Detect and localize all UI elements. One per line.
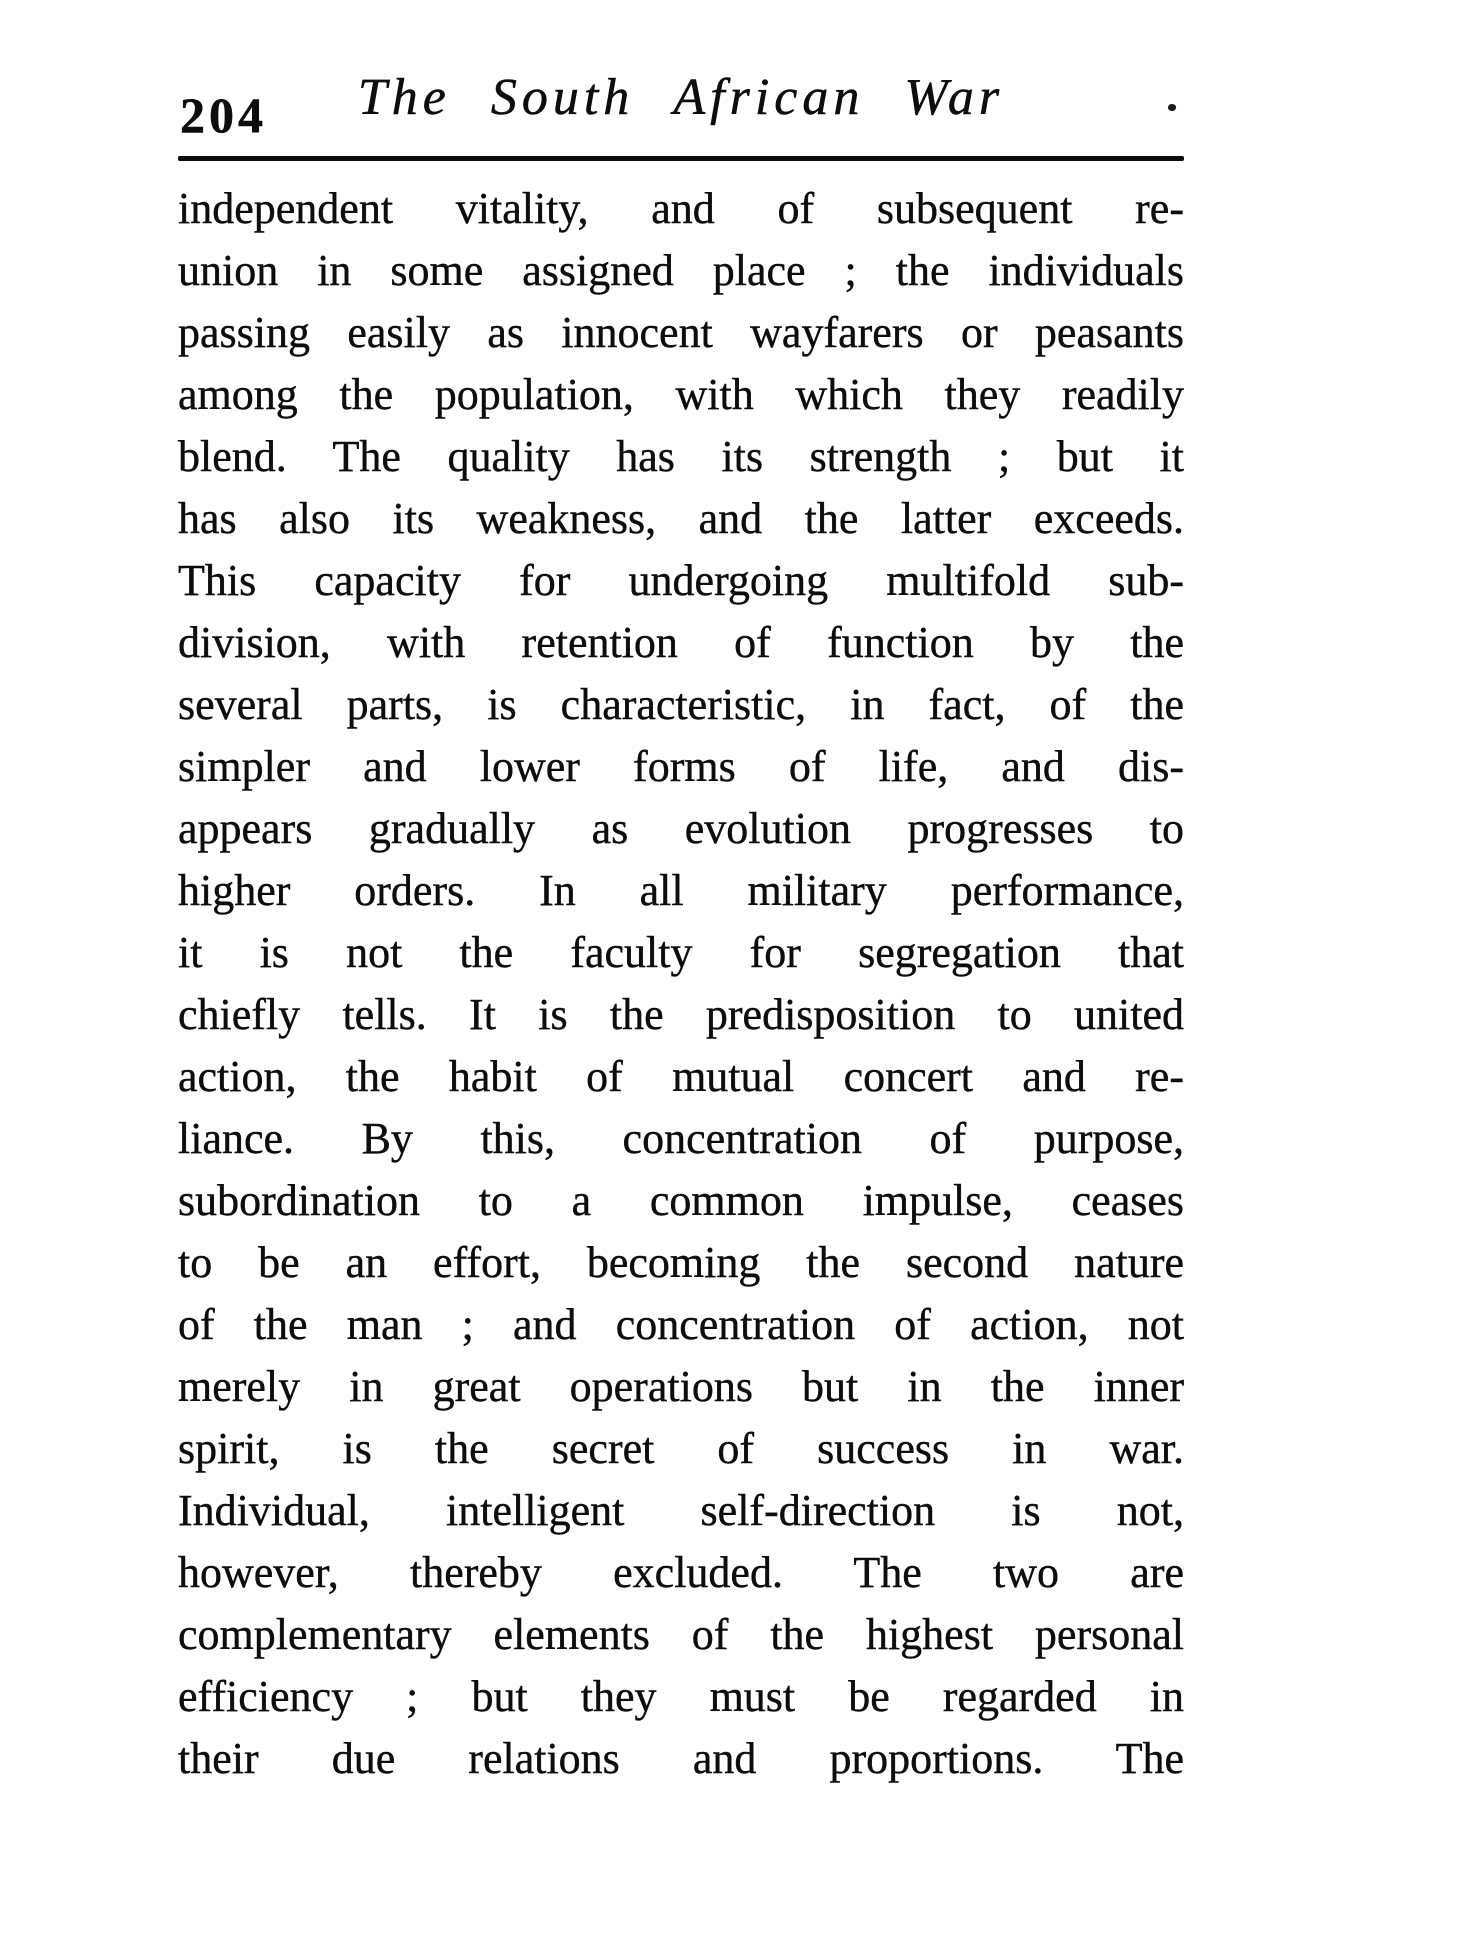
- text-line: higher orders. In all military performance,: [178, 866, 1184, 915]
- text-line: appears gradually as evolution progresses to: [178, 804, 1184, 853]
- page-body: [178, 178, 1184, 1790]
- text-line: liance. By this, concentration of purpose,: [178, 1114, 1184, 1163]
- text-line: merely in great operations but in the inner: [178, 1362, 1184, 1411]
- text-line: blend. The quality has its strength ; but it: [178, 432, 1184, 481]
- text-line: has also its weakness, and the latter exceeds.: [178, 494, 1184, 543]
- running-title: The South African War: [357, 69, 1005, 126]
- text-line: division, with retention of function by the: [178, 618, 1184, 667]
- text-line: chiefly tells. It is the predisposition to united: [178, 990, 1184, 1039]
- text-line: passing easily as innocent wayfarers or peasants: [178, 308, 1184, 357]
- text-line: Individual, intelligent self-direction is not,: [178, 1486, 1184, 1535]
- page-number: 204: [180, 87, 267, 143]
- text-line: spirit, is the secret of success in war.: [178, 1424, 1184, 1473]
- text-line: complementary elements of the highest personal: [178, 1610, 1184, 1659]
- text-line: independent vitality, and of subsequent re-: [178, 184, 1184, 233]
- text-line: their due relations and proportions. The: [178, 1734, 1184, 1783]
- text-line: it is not the faculty for segregation that: [178, 928, 1184, 977]
- text-line: efficiency ; but they must be regarded in: [178, 1672, 1184, 1721]
- text-line: among the population, with which they readily: [178, 370, 1184, 419]
- header-rule: [178, 156, 1184, 161]
- text-line: action, the habit of mutual concert and re-: [178, 1052, 1184, 1101]
- text-line: union in some assigned place ; the individuals: [178, 246, 1184, 295]
- text-line: to be an effort, becoming the second nature: [178, 1238, 1184, 1287]
- text-line: simpler and lower forms of life, and dis-: [178, 742, 1184, 791]
- text-line: several parts, is characteristic, in fact, of the: [178, 680, 1184, 729]
- text-line: This capacity for undergoing multifold sub-: [178, 556, 1184, 605]
- text-line: however, thereby excluded. The two are: [178, 1548, 1184, 1597]
- text-line: of the man ; and concentration of action, not: [178, 1300, 1184, 1349]
- text-line: subordination to a common impulse, ceases: [178, 1176, 1184, 1225]
